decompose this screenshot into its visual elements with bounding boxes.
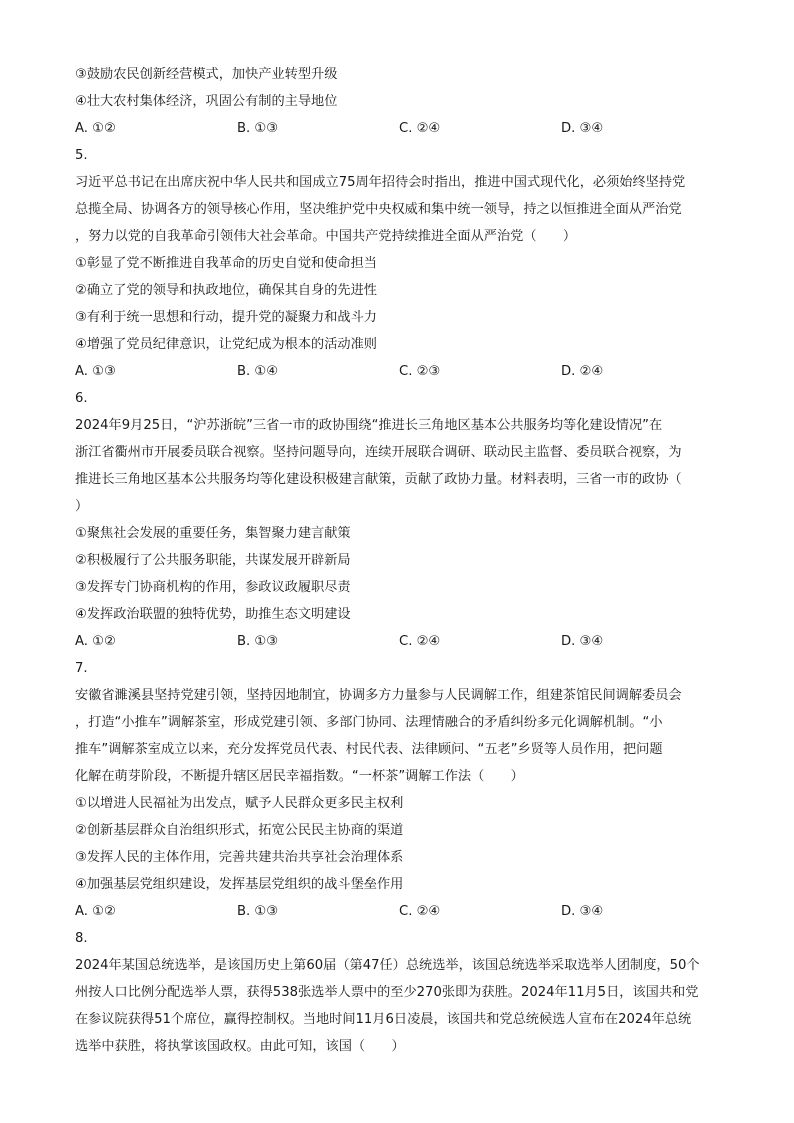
question-number: 6. <box>75 391 88 406</box>
stem-line: 浙江省衢州市开展委员联合视察。坚持问题导向，连续开展联合调研、联动民主监督、委员联合视察，为 <box>75 445 682 460</box>
stem-line: 2024年某国总统选举，是该国历史上第60届（第47任）总统选举，该国总统选举采取选举人团制度，50个 <box>75 958 700 973</box>
stem-line: 推进长三角地区基本公共服务均等化建设积极建言献策，贡献了政协力量。材料表明，三省一市的政协（ <box>75 472 682 487</box>
option-line: ④增强了党员纪律意识，让党纪成为根本的活动准则 <box>75 337 377 352</box>
stem-line: 选举中获胜，将执掌该国政权。由此可知，该国（ ） <box>75 1039 405 1054</box>
choice-b[interactable]: B. ①④ <box>237 364 279 379</box>
stem-line: 习近平总书记在出席庆祝中华人民共和国成立75周年招待会时指出，推进中国式现代化，必须始终坚持党 <box>75 175 686 190</box>
choice-b[interactable]: B. ①③ <box>237 121 279 136</box>
stem-line: 推车”调解茶室成立以来，充分发挥党员代表、村民代表、法律顾问、“五老”乡贤等人员作用，把问题 <box>75 742 663 757</box>
option-line: ③鼓励农民创新经营模式，加快产业转型升级 <box>75 67 338 82</box>
stem-line: ） <box>75 499 89 514</box>
option-line: ③发挥人民的主体作用，完善共建共治共享社会治理体系 <box>75 850 404 865</box>
answer-choices <box>75 115 725 142</box>
option-line: ③有利于统一思想和行动，提升党的凝聚力和战斗力 <box>75 310 377 325</box>
option-line: ④发挥政治联盟的独特优势，助推生态文明建设 <box>75 607 351 622</box>
choice-a[interactable]: A. ①③ <box>75 364 116 379</box>
question-4-tail <box>75 61 725 142</box>
choice-c[interactable]: C. ②④ <box>399 634 441 649</box>
answer-choices <box>75 628 725 655</box>
option-line: ①聚焦社会发展的重要任务，集智聚力建言献策 <box>75 526 351 541</box>
choice-d[interactable]: D. ③④ <box>561 634 604 649</box>
option-line: ④壮大农村集体经济，巩固公有制的主导地位 <box>75 94 338 109</box>
stem-line: 州按人口比例分配选举人票，获得538张选举人票中的至少270张即为获胜。2024年11月5日，该国共和党 <box>75 985 699 1000</box>
question-number: 5. <box>75 148 88 163</box>
choice-d[interactable]: D. ③④ <box>561 904 604 919</box>
exam-page <box>75 61 725 1060</box>
question-number: 8. <box>75 931 88 946</box>
choice-a[interactable]: A. ①② <box>75 634 116 649</box>
choice-b[interactable]: B. ①③ <box>237 634 279 649</box>
question-6 <box>75 385 725 655</box>
question-7 <box>75 655 725 925</box>
choice-c[interactable]: C. ②③ <box>399 364 441 379</box>
option-line: ②创新基层群众自治组织形式，拓宽公民民主协商的渠道 <box>75 823 404 838</box>
option-line: ③发挥专门协商机构的作用，参政议政履职尽责 <box>75 580 351 595</box>
answer-choices <box>75 898 725 925</box>
question-number: 7. <box>75 661 88 676</box>
question-5 <box>75 142 725 385</box>
answer-choices <box>75 358 725 385</box>
option-line: ①彰显了党不断推进自我革命的历史自觉和使命担当 <box>75 256 377 271</box>
stem-line: ，打造“小推车”调解茶室，形成党建引领、多部门协同、法理情融合的矛盾纠纷多元化调解机制。“小 <box>75 715 663 730</box>
choice-a[interactable]: A. ①② <box>75 904 116 919</box>
stem-line: ，努力以党的自我革命引领伟大社会革命。中国共产党持续推进全面从严治党（ ） <box>75 229 577 244</box>
stem-line: 化解在萌芽阶段，不断提升辖区居民幸福指数。“一杯茶”调解工作法（ ） <box>75 769 524 784</box>
choice-c[interactable]: C. ②④ <box>399 121 441 136</box>
choice-b[interactable]: B. ①③ <box>237 904 279 919</box>
choice-c[interactable]: C. ②④ <box>399 904 441 919</box>
choice-d[interactable]: D. ②④ <box>561 364 604 379</box>
choice-d[interactable]: D. ③④ <box>561 121 604 136</box>
stem-line: 总揽全局、协调各方的领导核心作用，坚决维护党中央权威和集中统一领导，持之以恒推进全面从严治党 <box>75 202 682 217</box>
option-line: ④加强基层党组织建设，发挥基层党组织的战斗堡垒作用 <box>75 877 404 892</box>
stem-line: 安徽省濉溪县坚持党建引领，坚持因地制宜，协调多方力量参与人民调解工作，组建茶馆民间调解委员会 <box>75 688 682 703</box>
stem-line: 2024年9月25日，“沪苏浙皖”三省一市的政协围绕“推进长三角地区基本公共服务均等化建设情况”在 <box>75 418 663 433</box>
stem-line: 在参议院获得51个席位，赢得控制权。当地时间11月6日凌晨，该国共和党总统候选人宣布在2024年总统 <box>75 1012 692 1027</box>
option-line: ②确立了党的领导和执政地位，确保其自身的先进性 <box>75 283 377 298</box>
option-line: ②积极履行了公共服务职能，共谋发展开辟新局 <box>75 553 351 568</box>
question-8 <box>75 925 725 1060</box>
option-line: ①以增进人民福祉为出发点，赋予人民群众更多民主权利 <box>75 796 404 811</box>
choice-a[interactable]: A. ①② <box>75 121 116 136</box>
